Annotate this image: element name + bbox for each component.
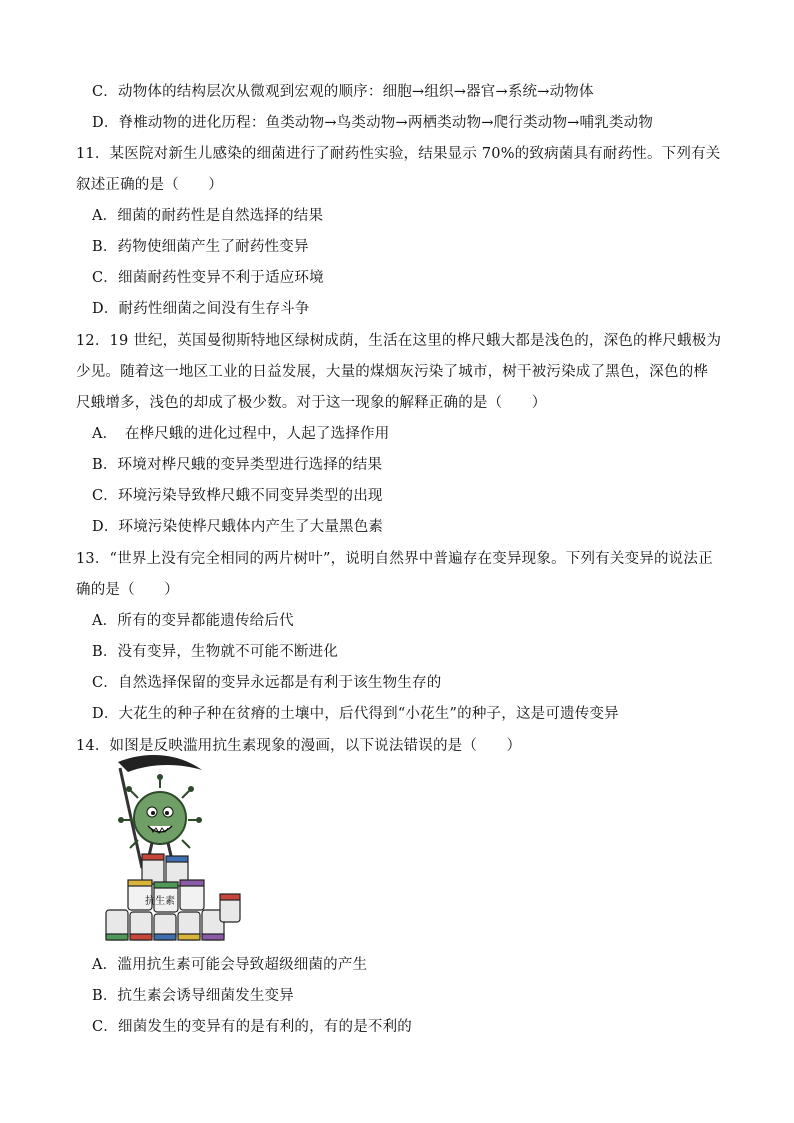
q12-stem-line2: 少见。随着这一地区工业的日益发展，大量的煤烟灰污染了城市，树干被污染成了黑色，深色的桦 <box>76 364 709 380</box>
q11-option-a: A．细菌的耐药性是自然选择的结果 <box>92 208 324 224</box>
q14-stem-line1: 14．如图是反映滥用抗生素现象的漫画，以下说法错误的是（ ） <box>76 738 522 754</box>
bottle <box>180 884 204 910</box>
q13-stem-line2: 确的是（ ） <box>76 582 179 598</box>
q13-option-a: A．所有的变异都能遗传给后代 <box>92 613 294 629</box>
q13-option-b: B．没有变异，生物就不可能不断进化 <box>92 644 339 660</box>
q12-option-c: C．环境污染导致桦尺蛾不同变异类型的出现 <box>92 488 383 504</box>
bottle <box>220 898 240 922</box>
q14-option-a: A．滥用抗生素可能会导致超级细菌的产生 <box>92 957 368 973</box>
q13-stem-line1: 13．“世界上没有完全相同的两片树叶”，说明自然界中普遍存在变异现象。下列有关变异的说法正 <box>76 551 713 567</box>
q14-option-b: B．抗生素会诱导细菌发生变异 <box>92 988 294 1004</box>
q13-option-c: C．自然选择保留的变异永远都是有利于该生物生存的 <box>92 675 442 691</box>
q14-option-c: C．细菌发生的变异有的是有利的，有的是不利的 <box>92 1019 412 1035</box>
q12-stem-line3: 尺蛾增多，浅色的却成了极少数。对于这一现象的解释正确的是（ ） <box>76 395 547 411</box>
prev-option-c: C．动物体的结构层次从微观到宏观的顺序：细胞→组织→器官→系统→动物体 <box>92 84 594 100</box>
q11-option-b: B．药物使细菌产生了耐药性变异 <box>92 239 309 255</box>
q12-option-d: D．环境污染使桦尺蛾体内产生了大量黑色素 <box>92 519 384 535</box>
q13-option-d: D．大花生的种子种在贫瘠的土壤中，后代得到“小花生”的种子，这是可遗传变异 <box>92 706 619 722</box>
q11-option-d: D．耐药性细菌之间没有生存斗争 <box>92 301 310 317</box>
antibiotic-label: 抗生素 <box>145 896 175 907</box>
q12-stem-line1: 12．19 世纪，英国曼彻斯特地区绿树成荫，生活在这里的桦尺蛾大都是浅色的，深色的桦尺蛾极为 <box>76 333 722 349</box>
scythe-blade-icon <box>118 755 202 772</box>
prev-option-d: D．脊椎动物的进化历程：鱼类动物→鸟类动物→两栖类动物→爬行类动物→哺乳类动物 <box>92 115 654 131</box>
q11-option-c: C．细菌耐药性变异不利于适应环境 <box>92 270 324 286</box>
q12-option-b: B．环境对桦尺蛾的变异类型进行选择的结果 <box>92 457 383 473</box>
q12-option-a: A． 在桦尺蛾的进化过程中，人起了选择作用 <box>92 426 390 442</box>
q11-stem-line2: 叙述正确的是（ ） <box>76 177 223 193</box>
q11-stem-line1: 11．某医院对新生儿感染的细菌进行了耐药性实验，结果显示 70%的致病菌具有耐药性。下列有关 <box>76 146 721 162</box>
antibiotic-abuse-cartoon <box>98 748 246 944</box>
